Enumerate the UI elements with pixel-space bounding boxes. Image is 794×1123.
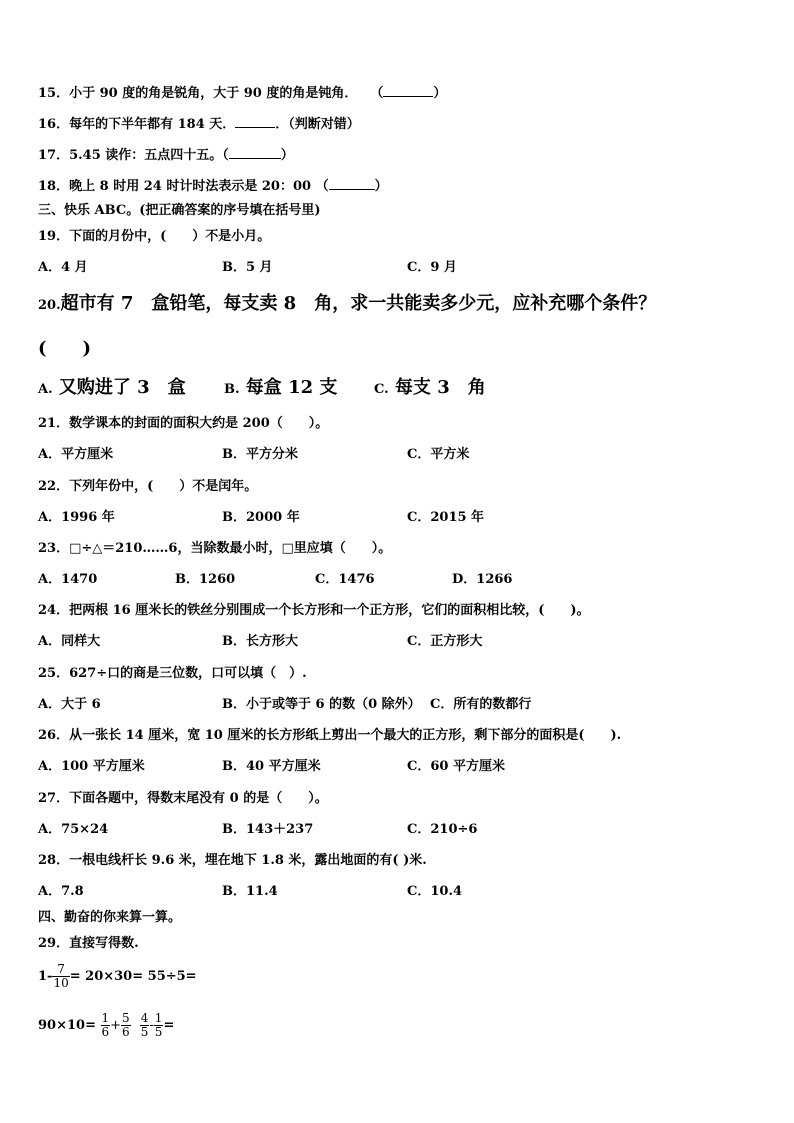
math-text: 1- [38,969,53,984]
numerator: 7 [52,963,69,977]
math-text: = 20×30= 55÷5= [69,969,197,984]
option-a[interactable]: A．1470 [38,572,98,587]
question-text: 晚上 8 时用 24 时计时法表示是 20：00 （ [69,179,329,194]
option-a[interactable] [38,376,186,402]
option-c[interactable]: C．平方米 [407,447,470,462]
numerator: 5 [122,1011,130,1025]
option-a[interactable]: A．100 平方厘米 [38,759,145,774]
option-c[interactable]: C．1476 [315,572,375,587]
question-20 [38,292,656,318]
option-a[interactable]: A．7.8 [38,884,84,899]
answer-blank[interactable] [235,115,275,128]
option-c[interactable] [374,376,486,402]
denominator: 5 [140,1025,149,1039]
spacer [131,1018,136,1033]
question-number: 17． [38,148,70,163]
option-label: A. [38,382,53,397]
option-c[interactable]: C．210÷6 [407,822,478,837]
question-number: 24． [38,603,70,618]
option-b[interactable]: B．1260 [175,572,236,587]
option-a[interactable]: A．大于 6 [38,697,101,712]
question-tail: ．（判断对错） [275,117,360,132]
answer-blank[interactable] [229,146,281,159]
question-19 [38,229,270,245]
option-a[interactable]: A．平方厘米 [38,447,114,462]
fraction [52,963,69,990]
answer-blank[interactable] [329,177,375,190]
question-29 [38,936,139,952]
option-c[interactable]: C．10.4 [407,884,463,899]
question-text: 超市有 7 盒铅笔，每支卖 8 角，求一共能卖多少元，应补充哪个条件？ [60,293,657,314]
paren-right: ） [433,86,447,101]
question-26 [38,728,621,744]
fraction [154,1012,164,1039]
option-a[interactable]: A．1996 年 [38,510,115,525]
question-21 [38,416,328,432]
question-number: 15． [38,86,70,101]
question-text: 5.45 读作：五点四十五。（ [69,148,229,163]
question-text: □÷△＝210……6，当除数最小时，□里应填（ ）。 [69,541,392,556]
option-d[interactable]: D．1266 [452,572,513,587]
option-text: 每盒 12 支 [245,377,338,398]
question-text: 从一张长 14 厘米，宽 10 厘米的长方形纸上剪出一个最大的正方形，剩下部分的面积是( ). [69,728,622,743]
option-text: 每支 3 角 [394,377,486,398]
question-text: 627÷口的商是三位数，口可以填（ ）. [69,666,307,681]
paren-left: （ [376,86,384,101]
option-c[interactable]: C．2015 年 [407,510,485,525]
math-row-1 [38,963,197,990]
option-b[interactable]: B．40 平方厘米 [222,759,321,774]
numerator: 1 [101,1011,110,1025]
question-22 [38,479,257,495]
question-number: 21． [38,416,70,431]
question-number: 16． [38,117,70,132]
denominator: 6 [122,1025,130,1039]
question-23 [38,541,391,557]
option-c[interactable]: C．9 月 [407,260,457,275]
question-text: 下列年份中，( ）不是闰年。 [69,479,258,494]
math-row-2 [38,1012,174,1039]
question-18 [38,177,388,195]
question-text: 小于 90 度的角是锐角，大于 90 度的角是钝角． [69,86,351,101]
option-b[interactable] [224,376,337,402]
question-tail: ） [280,148,294,163]
denominator: 5 [154,1025,163,1039]
question-28 [38,853,427,869]
option-b[interactable]: B．小于或等于 6 的数（0 除外） [222,697,421,712]
plus-sign: + [110,1018,122,1033]
question-text: 每年的下半年都有 184 天． [69,117,236,132]
question-text: 下面各题中，得数末尾没有 0 的是（ ）。 [69,791,328,806]
fraction [121,1012,131,1039]
math-text: 90×10= [38,1018,96,1033]
option-b[interactable]: B．平方分米 [222,447,298,462]
answer-blank[interactable] [383,84,433,97]
option-b[interactable]: B．2000 年 [222,510,300,525]
option-b[interactable]: B．11.4 [222,884,278,899]
question-number: 26． [38,728,70,743]
denominator: 6 [101,1025,110,1039]
math-text: = [163,1018,175,1033]
question-number: 29． [38,936,70,951]
question-number: 19． [38,229,70,244]
option-b[interactable]: B．143＋237 [222,822,314,837]
fraction [140,1012,150,1039]
question-tail: ） [374,179,388,194]
question-number: 22． [38,479,70,494]
question-text: 一根电线杆长 9.6 米，埋在地下 1.8 米，露出地面的有( )米. [69,853,427,868]
question-number: 23． [38,541,70,556]
option-b[interactable]: B．5 月 [222,260,273,275]
question-16 [38,115,360,133]
question-number: 25． [38,666,70,681]
section-heading-3: 三、快乐 ABC。(把正确答案的序号填在括号里) [38,203,321,218]
question-17 [38,146,294,164]
question-15 [38,84,446,102]
fraction [101,1012,111,1039]
question-number: 18． [38,179,70,194]
option-c[interactable]: C．60 平方厘米 [407,759,505,774]
option-text: 又购进了 3 盒 [58,377,186,398]
denominator: 10 [53,976,69,990]
question-25 [38,666,307,682]
minus-sign: - [149,1018,154,1033]
question-27 [38,791,328,807]
section-heading-4: 四、勤奋的你来算一算。 [38,910,182,925]
option-label: C. [374,382,389,397]
question-text: 直接写得数. [69,936,139,951]
question-text: 下面的月份中，( ）不是小月。 [69,229,271,244]
question-24 [38,603,590,619]
question-number: 27． [38,791,70,806]
option-b[interactable]: B．长方形大 [222,634,298,649]
answer-paren[interactable]: ( ) [38,338,92,359]
option-label: B. [224,382,240,397]
question-number: 28． [38,853,70,868]
question-text: 数学课本的封面的面积大约是 200（ ）。 [69,416,329,431]
numerator: 1 [154,1011,163,1025]
option-c[interactable]: C．正方形大 [407,634,483,649]
option-a[interactable]: A．同样大 [38,634,101,649]
option-a[interactable]: A．75×24 [38,822,109,837]
numerator: 4 [140,1011,149,1025]
question-text: 把两根 16 厘米长的铁丝分别围成一个长方形和一个正方形，它们的面积相比较，( )。 [69,603,590,618]
question-number: 20. [38,298,61,313]
option-c[interactable]: C．所有的数都行 [430,697,532,712]
option-a[interactable]: A．4 月 [38,260,88,275]
